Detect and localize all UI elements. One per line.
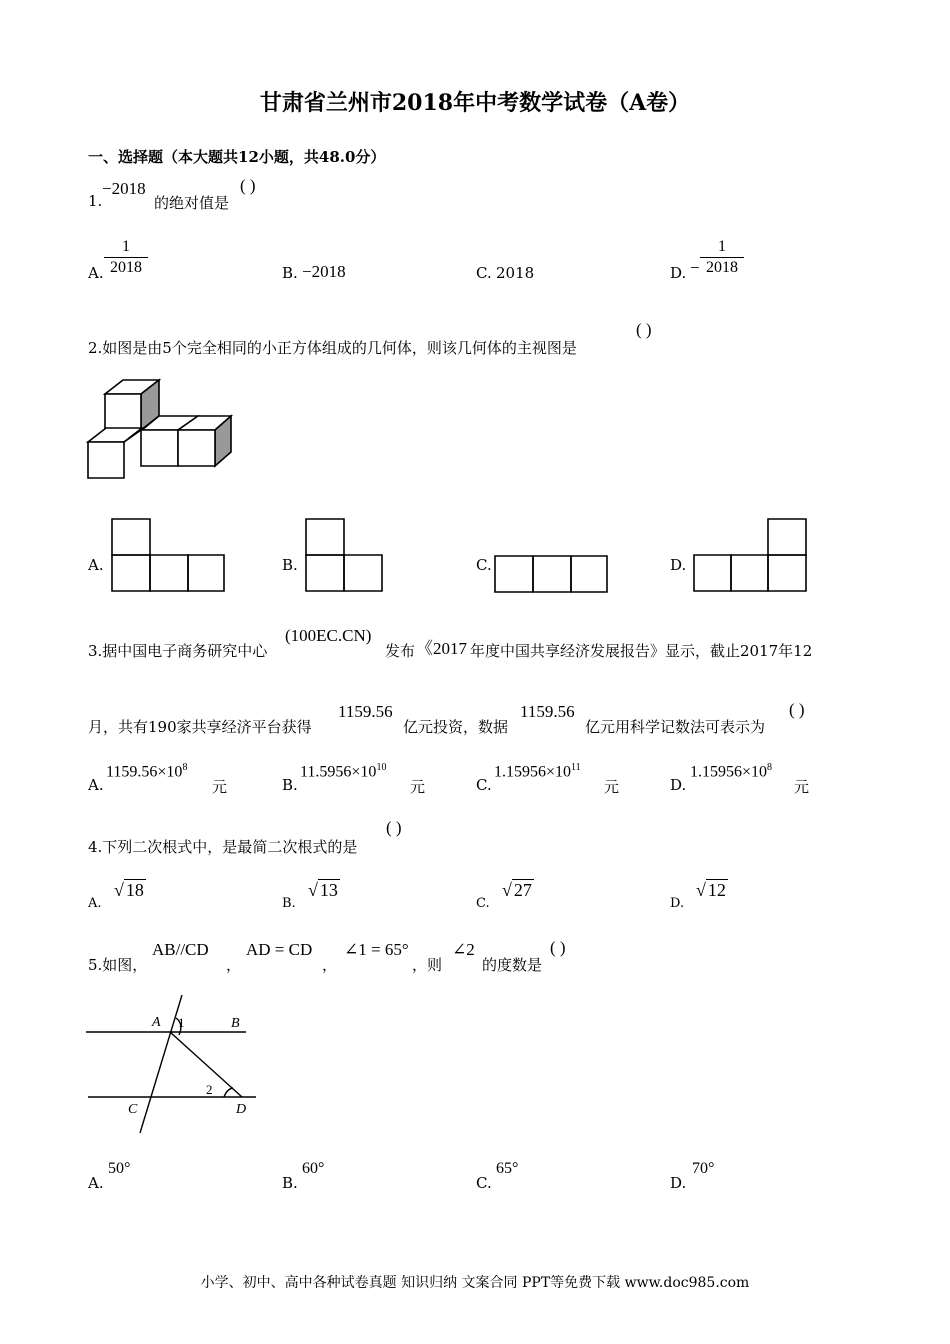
option-label-a: A.	[88, 776, 104, 794]
option-label-c: C.	[476, 264, 492, 282]
option-b-unit: 元	[410, 778, 426, 796]
page-title: 甘肃省兰州市2018年中考数学试卷（A卷）	[259, 90, 691, 116]
option-label-b: B.	[282, 1174, 298, 1192]
answer-paren: ( )	[789, 700, 805, 719]
option-label-d: D.	[670, 264, 687, 282]
question-text: ，则	[412, 956, 443, 974]
question-text: 2.如图是由5个完全相同的小正方体组成的几何体，则该几何体的主视图是	[88, 339, 577, 357]
option-label-c: C.	[476, 556, 492, 574]
option-a-unit: 元	[212, 778, 228, 796]
option-a-fraction: $\frac{1}{2018}$	[104, 237, 148, 278]
option-label-d: D.	[670, 556, 687, 574]
page-footer: 小学、初中、高中各种试卷真题 知识归纳 文案合同 PPT等免费下载 www.doc985.com	[200, 1275, 750, 1291]
question-text: 亿元用科学记数法可表示为	[585, 718, 766, 736]
option-a-value: $1159.56\times 10^8$	[106, 762, 188, 781]
option-c-value: 65°	[496, 1160, 519, 1177]
answer-paren: ( )	[550, 938, 566, 957]
question-text: 4.下列二次根式中，是最简二次根式的是	[88, 838, 358, 856]
option-d-view	[692, 516, 808, 594]
parallel-lines-figure	[84, 990, 264, 1140]
option-a-view	[110, 516, 226, 594]
option-b-view	[304, 516, 384, 594]
option-d-unit: 元	[794, 778, 810, 796]
question-text: 的度数是	[482, 956, 543, 974]
label-a: A	[152, 1015, 161, 1030]
option-label-b: B.	[282, 264, 298, 282]
math-expr: −2018	[102, 179, 146, 198]
question-text: 3.据中国电子商务研究中心	[88, 642, 268, 660]
option-label-b: B.	[282, 556, 298, 574]
math-expr: (100EC.CN)	[285, 626, 372, 645]
option-label-a: A.	[88, 556, 104, 574]
option-label-d: D.	[670, 776, 687, 794]
option-label-d: D.	[670, 1174, 687, 1192]
option-label-a: A.	[88, 264, 104, 282]
option-c-value: $1.15956\times 10^{11}$	[494, 762, 581, 781]
section-heading: 一、选择题（本大题共12小题，共48.0分）	[88, 148, 386, 166]
angle-1-label: 1	[178, 1015, 185, 1030]
option-d-value: 70°	[692, 1160, 715, 1177]
comma: ，	[322, 956, 338, 974]
comma: ，	[226, 956, 242, 974]
option-label-b: B.	[282, 896, 296, 911]
option-d-fraction: $\frac{1}{2018}$	[700, 237, 744, 278]
condition-equal: AD = CD	[246, 940, 313, 959]
label-b: B	[231, 1016, 240, 1031]
option-b-radical: √ 13	[308, 880, 338, 900]
option-d-radical: √ 12	[696, 880, 726, 900]
question-text: 月，共有190家共享经济平台获得	[88, 718, 312, 736]
option-label-a: A.	[88, 1174, 104, 1192]
question-text: 亿元投资，数据	[403, 718, 509, 736]
label-d: D	[236, 1102, 247, 1117]
angle-2-label: 2	[206, 1082, 213, 1097]
option-label-d: D.	[670, 896, 685, 911]
question-text: 的绝对值是	[154, 194, 230, 212]
answer-paren: ( )	[240, 176, 256, 195]
option-b-value: $11.5956\times 10^{10}$	[300, 762, 387, 781]
math-expr: 1159.56	[338, 702, 393, 721]
condition-angle: ∠1 = 65°	[344, 940, 409, 959]
math-expr: 1159.56	[520, 702, 575, 721]
option-label-c: C.	[476, 896, 490, 911]
option-c-value: 2018	[496, 264, 535, 282]
answer-paren: ( )	[386, 818, 402, 837]
question-text: 5.如图，	[88, 956, 148, 974]
option-label-a: A.	[88, 896, 102, 911]
angle-2: ∠2	[452, 940, 475, 959]
option-c-unit: 元	[604, 778, 620, 796]
answer-paren: ( )	[636, 320, 652, 339]
option-b-value: −2018	[302, 262, 346, 281]
option-label-c: C.	[476, 1174, 492, 1192]
option-c-radical: √ 27	[502, 880, 532, 900]
option-a-radical: √ 18	[114, 880, 144, 900]
option-label-b: B.	[282, 776, 298, 794]
question-text: 发布	[385, 642, 416, 660]
option-a-value: 50°	[108, 1160, 131, 1177]
label-c: C	[128, 1102, 138, 1117]
question-number: 1.	[88, 192, 103, 210]
condition-parallel: AB//CD	[152, 940, 209, 959]
option-b-value: 60°	[302, 1160, 325, 1177]
option-label-c: C.	[476, 776, 492, 794]
option-c-view	[493, 553, 609, 595]
option-d-sign: −	[690, 258, 700, 277]
cube-solid-figure	[86, 378, 236, 480]
math-expr: 《2017	[416, 639, 467, 658]
option-d-value: $1.15956\times 10^8$	[690, 762, 773, 781]
question-text: 年度中国共享经济发展报告》显示，截止2017年12	[470, 642, 813, 660]
